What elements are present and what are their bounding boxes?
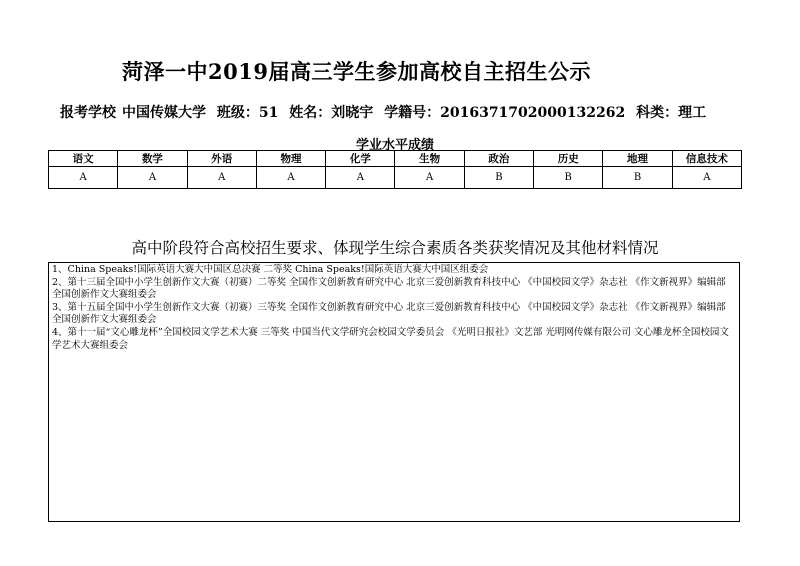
grade-cell: A [118, 167, 187, 189]
grade-cell: A [672, 167, 741, 189]
subjects-row [49, 151, 742, 167]
subject-cell: 外语 [187, 151, 256, 167]
grade-cell: A [256, 167, 325, 189]
grade-cell: A [326, 167, 395, 189]
school-label: 报考学校 [60, 105, 116, 121]
school-value: 中国传媒大学 [122, 105, 206, 121]
awards-heading: 高中阶段符合高校招生要求、体现学生综合素质各类获奖情况及其他材料情况 [131, 239, 659, 257]
subject-cell: 化学 [326, 151, 395, 167]
name-value: 刘晓宇 [331, 105, 374, 121]
class-label: 班级： [216, 105, 259, 121]
award-item: 2、第十三届全国中小学生创新作文大赛（初赛）二等奖 全国作文创新教育研究中心 北京三爱创新教育科技中心 《中国校园文学》杂志社 《作文新视界》编辑部 全国创新作文大赛组委会 [52, 276, 726, 301]
subject-cell: 政治 [464, 151, 533, 167]
grade-cell: B [534, 167, 603, 189]
grade-cell: A [187, 167, 256, 189]
student-id-value: 2016371702000132262 [440, 105, 626, 121]
award-item: 3、第十五届全国中小学生创新作文大赛（初赛）三等奖 全国作文创新教育研究中心 北京三爱创新教育科技中心 《中国校园文学》杂志社 《作文新视界》编辑部 全国创新作文大赛组委会 [52, 301, 726, 326]
grade-cell: B [603, 167, 672, 189]
awards-box [48, 262, 740, 522]
subject-cell: 信息技术 [672, 151, 741, 167]
grade-cell: B [464, 167, 533, 189]
student-info [60, 102, 760, 122]
grade-cell: A [49, 167, 118, 189]
track-label: 科类： [636, 105, 679, 121]
subject-cell: 历史 [534, 151, 603, 167]
scores-caption: 学业水平成绩 [355, 138, 434, 153]
subject-cell: 数学 [118, 151, 187, 167]
grade-cell: A [395, 167, 464, 189]
name-label: 姓名： [289, 105, 332, 121]
student-id-label: 学籍号： [384, 105, 441, 121]
subject-cell: 物理 [256, 151, 325, 167]
subject-cell: 生物 [395, 151, 464, 167]
track-value: 理工 [678, 105, 707, 121]
class-value: 51 [258, 105, 279, 121]
scores-table [48, 150, 742, 189]
award-item: 4、第十一届“文心雕龙杯”全国校园文学艺术大赛 三等奖 中国当代文学研究会校园文学委员会 《光明日报社》文艺部 光明网传媒有限公司 文心雕龙杯全国校园文学艺术大赛组委会 [52, 326, 729, 351]
subject-cell: 语文 [49, 151, 118, 167]
grades-row [49, 167, 742, 189]
award-item: 1、China Speaks!国际英语大赛大中国区总决赛 二等奖 China Speaks!国际英语大赛大中国区组委会 [52, 264, 489, 275]
page-title: 菏泽一中2019届高三学生参加高校自主招生公示 [122, 59, 591, 84]
subject-cell: 地理 [603, 151, 672, 167]
